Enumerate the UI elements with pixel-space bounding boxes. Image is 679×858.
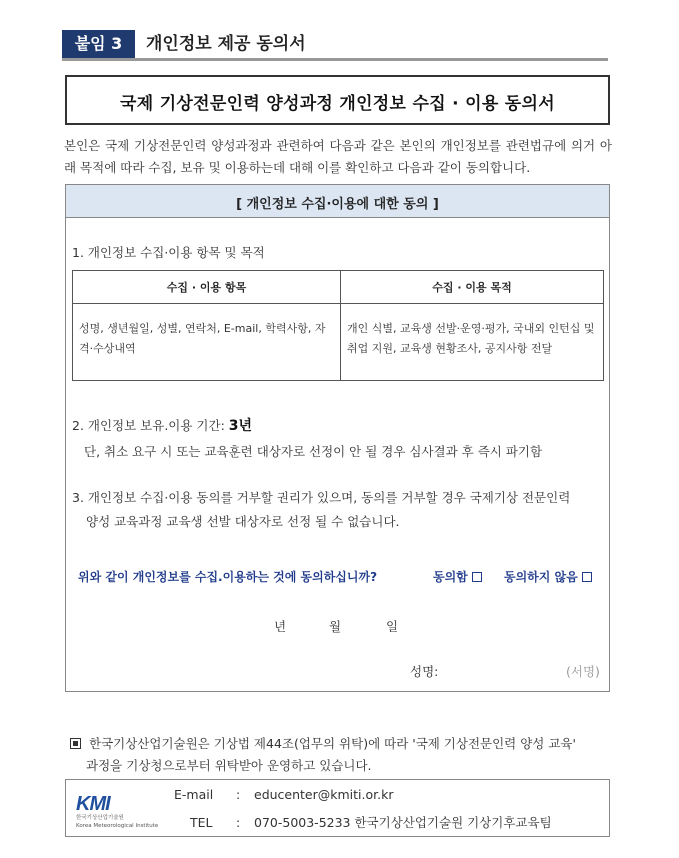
logo-subtitle-en: Korea Meteorological Institute: [76, 823, 159, 829]
kmi-logo: [76, 793, 159, 830]
email-label: E-mail: [174, 787, 214, 802]
intro-paragraph: 본인은 국제 기상전문인력 양성과정과 관련하여 다음과 같은 본인의 개인정보를 관련법규에 의거 아래 목적에 따라 수집, 보유 및 이용하는데 대해 이를 확인하고 다음과 같이 동의합니다.: [64, 138, 612, 175]
email-colon: :: [236, 787, 241, 802]
panel-heading: [ 개인정보 수집·이용에 대한 동의 ]: [236, 197, 439, 212]
date-day[interactable]: 일: [386, 619, 399, 634]
retention-period: 3년: [228, 418, 253, 434]
agree-label: 동의함: [433, 570, 468, 584]
section2-label: 2. 개인정보 보유.이용 기간:: [72, 418, 225, 433]
notice-line1: [70, 733, 615, 755]
notice-line2: 과정을 기상청으로부터 위탁받아 운영하고 있습니다.: [86, 758, 372, 773]
section2-note: 단, 취소 요구 시 또는 교육훈련 대상자로 선정이 안 될 경우 심사결과 후 즉시 파기함: [84, 444, 543, 459]
email-row: [174, 787, 394, 802]
consent-question: 위와 같이 개인정보를 수집.이용하는 것에 동의하십니까?: [78, 570, 378, 584]
date-month[interactable]: 월: [329, 619, 342, 634]
delegation-notice: [70, 733, 615, 777]
attachment-header: [62, 30, 608, 60]
agree-option[interactable]: [433, 568, 482, 585]
signature-label: 성명:: [410, 664, 439, 679]
section3-line2: 양성 교육과정 교육생 선발 대상자로 선정 될 수 없습니다.: [86, 514, 400, 529]
agree-checkbox[interactable]: [472, 572, 482, 582]
email-link[interactable]: educenter@kmiti.or.kr: [254, 787, 394, 802]
section3-line1: 3. 개인정보 수집·이용 동의를 거부할 권리가 있으며, 동의를 거부할 경우 국제기상 전문인력: [72, 490, 571, 505]
attachment-title: 개인정보 제공 동의서: [146, 34, 306, 54]
section1-title: 1. 개인정보 수집·이용 항목 및 목적: [72, 245, 265, 260]
table-header-items: 수집 · 이용 항목: [73, 271, 341, 304]
disagree-checkbox[interactable]: [582, 572, 592, 582]
notice-line1-text: 한국기상산업기술원은 기상법 제44조(업무의 위탁)에 따라 '국제 기상전문인력 양성 교육': [89, 736, 576, 751]
document-title-box: [65, 75, 610, 125]
date-year[interactable]: 년: [274, 619, 287, 634]
table-cell-purpose: 개인 식별, 교육생 선발·운영·평가, 국내외 인턴십 및 취업 지원, 교육생 현황조사, 공지사항 전달: [347, 322, 595, 355]
disagree-option[interactable]: [504, 568, 592, 585]
panel-heading-bar: [66, 185, 609, 218]
table-cell-items: 성명, 생년월일, 성별, 연락처, E-mail, 학력사항, 자격·수상내역: [73, 304, 341, 380]
square-bullet-icon: [70, 738, 81, 749]
tel-row: [174, 813, 552, 831]
disagree-label: 동의하지 않음: [504, 570, 578, 584]
logo-mark: KMI: [76, 793, 110, 815]
tel-label: TEL: [190, 815, 213, 830]
header-divider: [62, 58, 608, 61]
collection-table: [72, 270, 604, 381]
signature-field[interactable]: (서명): [566, 664, 600, 679]
contact-footer: [65, 779, 610, 837]
tel-value: 070-5003-5233 한국기상산업기술원 기상기후교육팀: [254, 815, 552, 830]
tel-colon: :: [236, 815, 241, 830]
logo-subtitle-ko: 한국기상산업기술원: [76, 815, 124, 821]
attachment-badge: 붙임 3: [62, 30, 135, 58]
document-title: 국제 기상전문인력 양성과정 개인정보 수집 · 이용 동의서: [120, 94, 555, 114]
section2-title: [72, 415, 252, 435]
consent-panel: [65, 184, 610, 692]
table-header-purpose: 수집 · 이용 목적: [341, 271, 603, 304]
